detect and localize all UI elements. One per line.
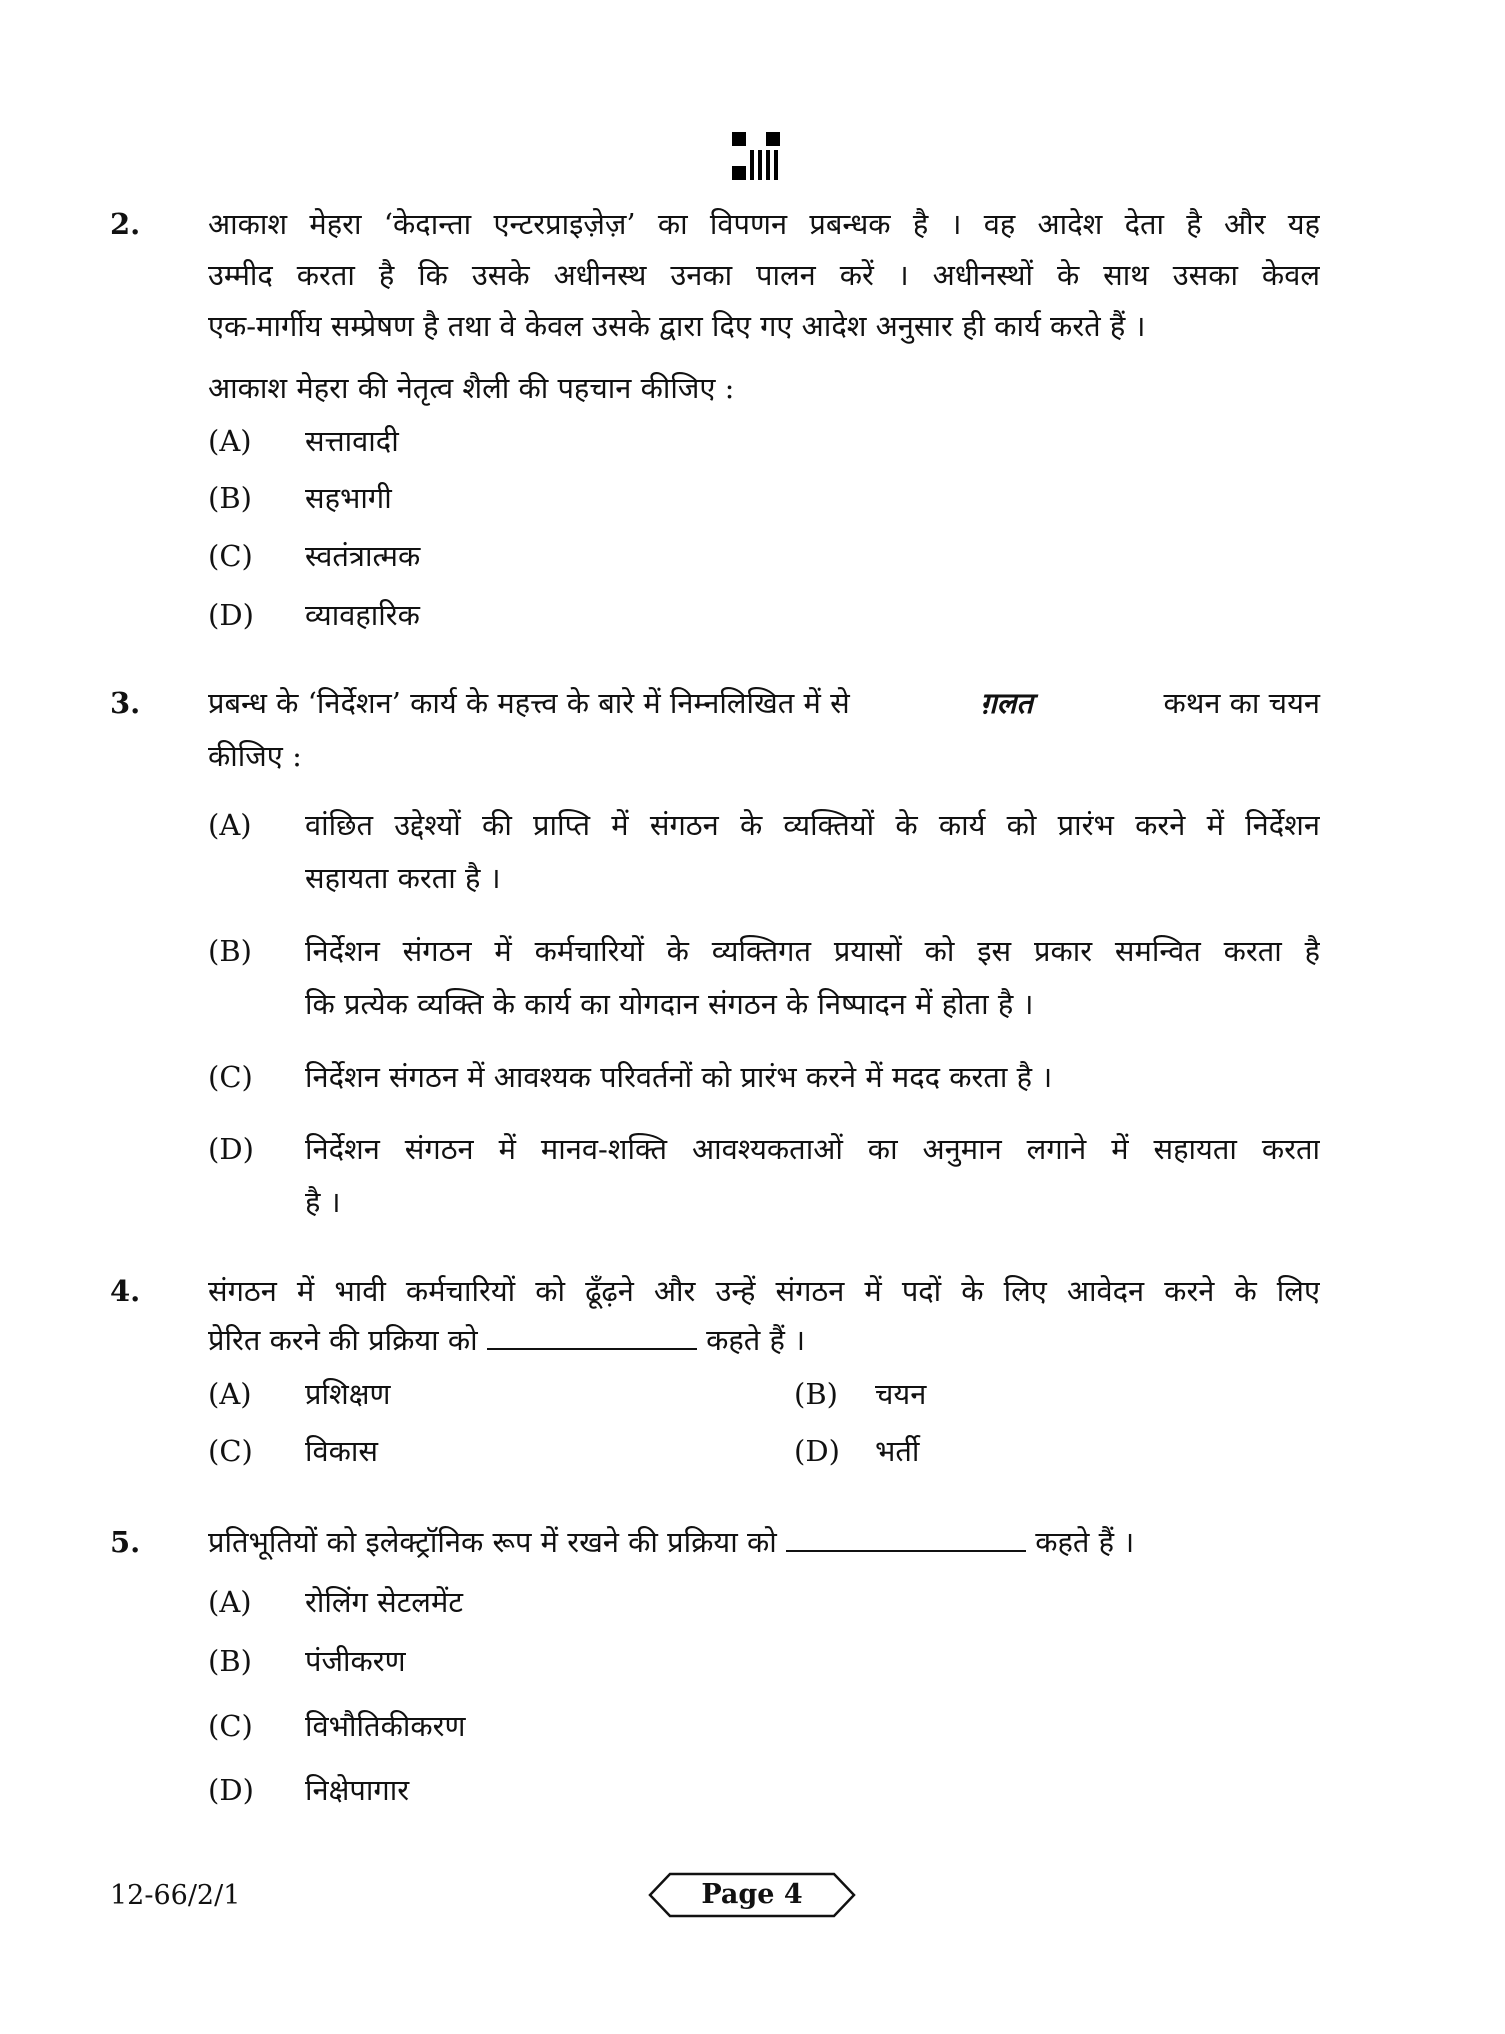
option-label: (B) — [208, 481, 252, 515]
option-text: प्रशिक्षण — [305, 1377, 391, 1411]
option-text: विभौतिकीकरण — [305, 1709, 466, 1743]
question-text-line: उम्मीद करता है कि उसके अधीनस्थ उनका पालन करें । अधीनस्थों के साथ उसका केवल — [208, 258, 1320, 292]
question-prompt: आकाश मेहरा की नेतृत्व शैली की पहचान कीजिए : — [208, 371, 735, 405]
option-label: (D) — [208, 598, 254, 632]
question-text-line: एक-मार्गीय सम्प्रेषण है तथा वे केवल उसके द्वारा दिए गए आदेश अनुसार ही कार्य करते हैं । — [208, 309, 1146, 343]
option-b-label[interactable]: (B) — [208, 934, 252, 968]
question-number: 5. — [110, 1525, 141, 1559]
option-d[interactable] — [794, 1431, 919, 1471]
question-text: प्रेरित करने की प्रक्रिया को — [208, 1323, 478, 1357]
question-number: 4. — [110, 1274, 141, 1308]
option-label: (C) — [208, 1709, 253, 1743]
question-text: प्रबन्ध के ‘निर्देशन’ कार्य के महत्त्व के बारे में निम्नलिखित में से — [208, 686, 850, 720]
option-text: सत्तावादी — [305, 424, 399, 458]
question-number: 3. — [110, 686, 141, 720]
option-b[interactable] — [208, 478, 392, 518]
option-text: सहभागी — [305, 481, 392, 515]
option-a[interactable] — [208, 1374, 391, 1414]
option-label: (D) — [794, 1434, 840, 1468]
option-text: स्वतंत्रात्मक — [305, 539, 421, 573]
option-label: (A) — [208, 1585, 252, 1619]
paper-code: 12-66/2/1 — [110, 1880, 241, 1911]
question-text: कहते हैं । — [1035, 1525, 1135, 1559]
question-text-line: आकाश मेहरा ‘केदान्ता एन्टरप्राइज़ेज़’ का विपणन प्रबन्धक है । वह आदेश देता है और यह — [208, 207, 1320, 241]
option-c[interactable] — [208, 1431, 378, 1471]
option-a[interactable] — [208, 421, 399, 461]
option-b[interactable] — [208, 1641, 406, 1681]
option-text: चयन — [875, 1377, 927, 1411]
option-d[interactable] — [208, 595, 420, 635]
option-d-text: निर्देशन संगठन में मानव-शक्ति आवश्यकताओं का अनुमान लगाने में सहायता करता — [305, 1132, 1320, 1166]
option-label: (B) — [794, 1377, 838, 1411]
fill-in-blank — [487, 1324, 697, 1350]
option-label: (C) — [208, 1434, 253, 1468]
option-c[interactable] — [208, 1706, 465, 1746]
option-text: विकास — [305, 1434, 379, 1468]
option-text: पंजीकरण — [305, 1644, 406, 1678]
option-d-text: है । — [305, 1185, 341, 1219]
option-label: (A) — [208, 1377, 252, 1411]
question-number: 2. — [110, 207, 141, 241]
option-d[interactable] — [208, 1770, 409, 1810]
question-text-line — [208, 683, 1320, 723]
option-c-label[interactable]: (C) — [208, 1060, 253, 1094]
fill-in-blank — [786, 1526, 1026, 1552]
question-text-line: संगठन में भावी कर्मचारियों को ढूँढ़ने और उन्हें संगठन में पदों के लिए आवेदन करने के लिए — [208, 1274, 1320, 1308]
qr-code-icon — [732, 132, 780, 180]
option-text: भर्ती — [875, 1434, 920, 1468]
question-text-line — [208, 1522, 1320, 1562]
question-text: कथन का चयन — [1163, 686, 1320, 720]
option-label: (D) — [208, 1773, 254, 1807]
option-a[interactable] — [208, 1582, 463, 1622]
option-b[interactable] — [794, 1374, 926, 1414]
option-c-text: निर्देशन संगठन में आवश्यक परिवर्तनों को प्रारंभ करने में मदद करता है । — [305, 1060, 1053, 1094]
option-c[interactable] — [208, 536, 420, 576]
page-number-badge — [648, 1872, 856, 1918]
option-a-text: वांछित उद्देश्यों की प्राप्ति में संगठन के व्यक्तियों के कार्य को प्रारंभ करने में निर्देशन — [305, 808, 1320, 842]
question-text: प्रतिभूतियों को इलेक्ट्रॉनिक रूप में रखने की प्रक्रिया को — [208, 1525, 777, 1559]
option-b-text: निर्देशन संगठन में कर्मचारियों के व्यक्तिगत प्रयासों को इस प्रकार समन्वित करता है — [305, 934, 1320, 968]
option-b-text: कि प्रत्येक व्यक्ति के कार्य का योगदान संगठन के निष्पादन में होता है । — [305, 987, 1034, 1021]
option-text: व्यावहारिक — [305, 598, 420, 632]
option-a-text: सहायता करता है । — [305, 861, 501, 895]
option-d-label[interactable]: (D) — [208, 1132, 254, 1166]
question-text: कहते हैं । — [706, 1323, 806, 1357]
option-text: निक्षेपागार — [305, 1773, 410, 1807]
option-a-label[interactable]: (A) — [208, 808, 252, 842]
question-text-line: कीजिए : — [208, 739, 302, 773]
emphasis-text: ग़लत — [980, 686, 1033, 720]
question-text-line — [208, 1320, 1320, 1360]
option-label: (A) — [208, 424, 252, 458]
page-number: Page 4 — [701, 1879, 803, 1910]
option-label: (B) — [208, 1644, 252, 1678]
option-label: (C) — [208, 539, 253, 573]
option-text: रोलिंग सेटलमेंट — [305, 1585, 463, 1619]
